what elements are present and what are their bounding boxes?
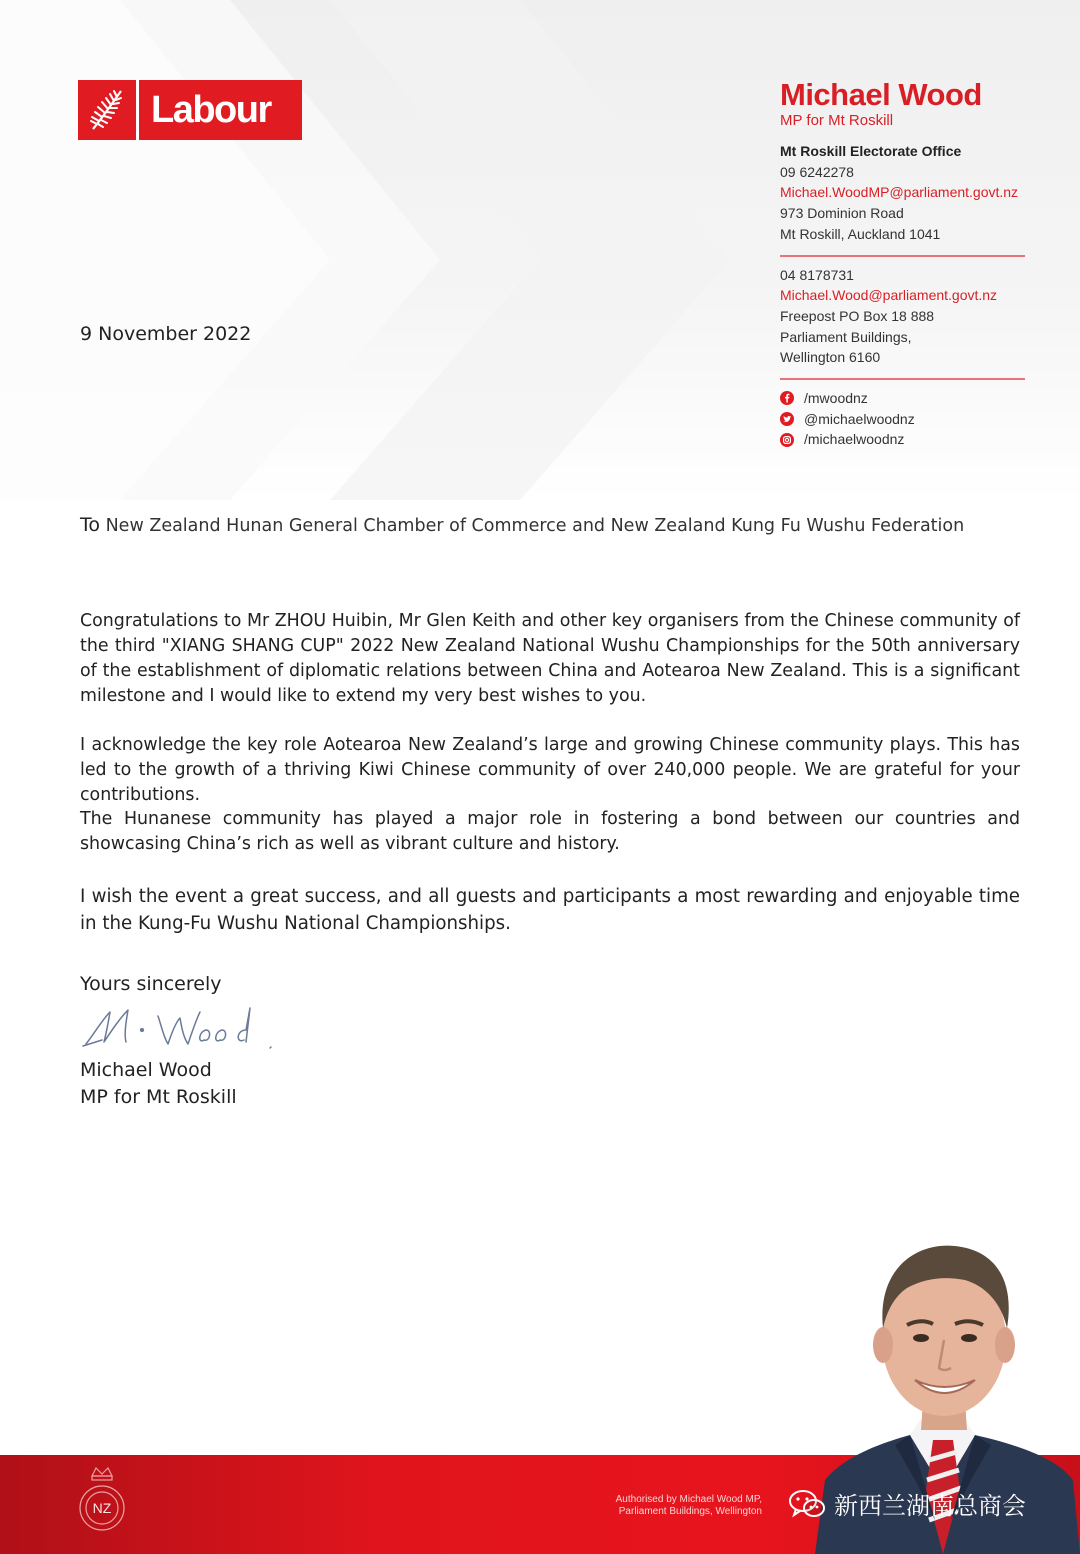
recipient-line <box>80 514 964 536</box>
social-facebook[interactable] <box>780 388 1030 409</box>
freepost-address: Freepost PO Box 18 888 <box>780 307 935 324</box>
watermark <box>788 1486 1026 1521</box>
social-instagram[interactable] <box>780 429 1030 450</box>
facebook-icon <box>780 391 794 405</box>
fern-icon <box>78 80 139 140</box>
paragraph: The Hunanese community has played a major role in fostering a bond between our countries and showcasing China’s rich as well as vibrant culture and history. <box>80 809 1020 855</box>
contact-block <box>780 78 1030 450</box>
address-line-1: 973 Dominion Road <box>780 205 904 222</box>
signatory-role: MP for Mt Roskill <box>80 1086 237 1108</box>
watermark-text: 新西兰湖南总商会 <box>834 1492 1026 1520</box>
mp-role: MP for Mt Roskill <box>780 112 894 129</box>
labour-logo <box>78 80 302 140</box>
social-handle: @michaelwoodnz <box>804 410 915 427</box>
authorised-line-1: Authorised by Michael Wood MP, <box>615 1494 762 1505</box>
instagram-icon <box>780 433 794 447</box>
divider <box>780 378 1025 380</box>
signatory-block <box>80 1057 237 1111</box>
recipient: New Zealand Hunan General Chamber of Commerce and New Zealand Kung Fu Wushu Federation <box>105 516 965 536</box>
divider <box>780 255 1025 257</box>
paragraph: I acknowledge the key role Aotearoa New Zealand’s large and growing Chinese community plays. This has led to the growth of a thriving Kiwi Chinese community of over 240,000 people. We are grateful for your contributions. <box>80 735 1020 805</box>
social-handle: /mwoodnz <box>804 390 868 407</box>
signatory-name: Michael Wood <box>80 1059 212 1081</box>
authorised-by <box>572 1494 762 1518</box>
closing: Yours sincerely <box>80 973 222 995</box>
paragraph: I wish the event a great success, and all guests and participants a most rewarding and enjoyable time in the Kung-Fu Wushu National Championships. <box>80 886 1020 935</box>
crest-text: NZ <box>92 1500 112 1516</box>
logo-wordmark: Labour <box>151 89 271 131</box>
signature <box>80 1000 280 1056</box>
address-line-2: Mt Roskill, Auckland 1041 <box>780 225 941 242</box>
office-title: Mt Roskill Electorate Office <box>780 143 962 159</box>
paragraph: Congratulations to Mr ZHOU Huibin, Mr Glen Keith and other key organisers from the Chinese community of the third "XIANG SHANG CUP" 2022 New Zealand National Wushu Championships for the 50th anniversary of the establishment of diplomatic relations between China and Aotearoa New Zealand. This is a significant milestone and I would like to extend my very best wishes to you. <box>80 611 1020 706</box>
social-twitter[interactable] <box>780 409 1030 430</box>
authorised-line-2: Parliament Buildings, Wellington <box>618 1506 762 1517</box>
to-label: To <box>80 514 101 536</box>
parliament-crest <box>74 1462 130 1542</box>
mp-name: Michael Wood <box>780 77 982 112</box>
parliament-email[interactable]: Michael.Wood@parliament.govt.nz <box>780 287 998 304</box>
twitter-icon <box>780 412 794 426</box>
parliament-address-2: Wellington 6160 <box>780 349 881 366</box>
wechat-icon <box>788 1488 826 1520</box>
parliament-address-1: Parliament Buildings, <box>780 328 912 345</box>
parliament-phone: 04 8178731 <box>780 266 854 283</box>
electorate-phone: 09 6242278 <box>780 163 854 180</box>
electorate-email[interactable]: Michael.WoodMP@parliament.govt.nz <box>780 184 1019 201</box>
social-handle: /michaelwoodnz <box>804 431 905 448</box>
letter-date: 9 November 2022 <box>80 323 252 345</box>
